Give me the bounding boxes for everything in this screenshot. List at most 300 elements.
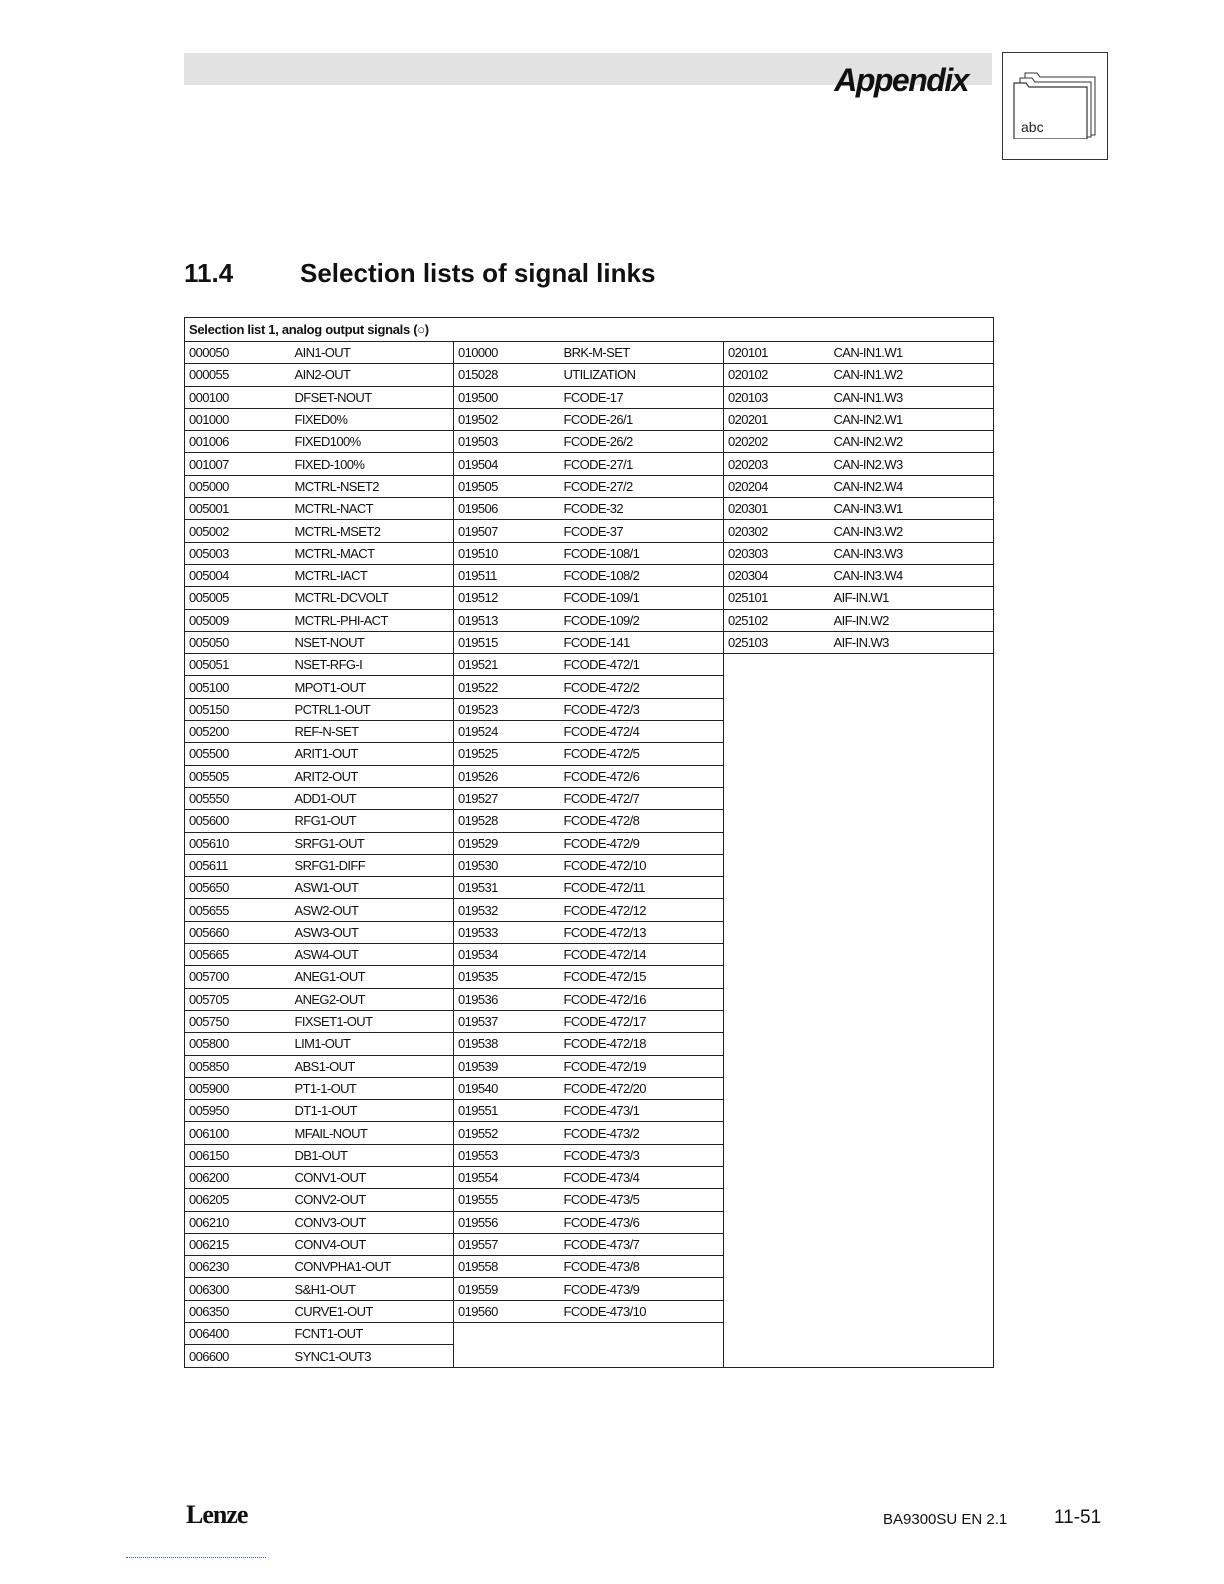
signal-name: FCODE-141 bbox=[560, 631, 724, 653]
signal-name: FIXED100% bbox=[291, 431, 454, 453]
selection-list-table bbox=[184, 317, 994, 1368]
signal-name: PT1-1-OUT bbox=[291, 1077, 454, 1099]
table-row bbox=[185, 1278, 994, 1300]
signal-name: LIM1-OUT bbox=[291, 1033, 454, 1055]
signal-code: 005600 bbox=[185, 810, 291, 832]
table-row bbox=[185, 1323, 994, 1345]
signal-code: 019521 bbox=[454, 654, 560, 676]
empty-cell bbox=[724, 988, 994, 1010]
signal-code: 005660 bbox=[185, 921, 291, 943]
empty-cell bbox=[724, 1345, 994, 1367]
signal-name: SRFG1-OUT bbox=[291, 832, 454, 854]
signal-code: 020302 bbox=[724, 520, 830, 542]
signal-code: 005700 bbox=[185, 966, 291, 988]
signal-code: 005800 bbox=[185, 1033, 291, 1055]
signal-name: FIXED0% bbox=[291, 408, 454, 430]
signal-name: AIF-IN.W3 bbox=[830, 631, 994, 653]
signal-code: 019513 bbox=[454, 609, 560, 631]
empty-cell bbox=[724, 1122, 994, 1144]
signal-name: ANEG2-OUT bbox=[291, 988, 454, 1010]
section-title: Selection lists of signal links bbox=[300, 258, 656, 288]
signal-code: 019553 bbox=[454, 1144, 560, 1166]
table-row bbox=[185, 1144, 994, 1166]
signal-name: NSET-RFG-I bbox=[291, 654, 454, 676]
signal-code: 006600 bbox=[185, 1345, 291, 1367]
signal-code: 019538 bbox=[454, 1033, 560, 1055]
table-row bbox=[185, 498, 994, 520]
table-row bbox=[185, 1256, 994, 1278]
signal-name: ABS1-OUT bbox=[291, 1055, 454, 1077]
signal-code: 019528 bbox=[454, 810, 560, 832]
signal-name: SYNC1-OUT3 bbox=[291, 1345, 454, 1367]
signal-name: FCODE-473/1 bbox=[560, 1100, 724, 1122]
signal-name: FCODE-37 bbox=[560, 520, 724, 542]
signal-name: ARIT1-OUT bbox=[291, 743, 454, 765]
signal-code: 005200 bbox=[185, 721, 291, 743]
empty-cell bbox=[724, 921, 994, 943]
signal-code: 015028 bbox=[454, 364, 560, 386]
signal-name: ARIT2-OUT bbox=[291, 765, 454, 787]
signal-code: 000055 bbox=[185, 364, 291, 386]
signal-name: CONV3-OUT bbox=[291, 1211, 454, 1233]
signal-code: 005610 bbox=[185, 832, 291, 854]
signal-code: 019540 bbox=[454, 1077, 560, 1099]
empty-cell bbox=[724, 1323, 994, 1345]
signal-code: 001007 bbox=[185, 453, 291, 475]
signal-code: 005950 bbox=[185, 1100, 291, 1122]
signal-name: FCODE-17 bbox=[560, 386, 724, 408]
signal-code: 000100 bbox=[185, 386, 291, 408]
table-row bbox=[185, 520, 994, 542]
signal-name: FCODE-26/1 bbox=[560, 408, 724, 430]
signal-name: FCODE-472/18 bbox=[560, 1033, 724, 1055]
signal-code: 006230 bbox=[185, 1256, 291, 1278]
table-row bbox=[185, 609, 994, 631]
signal-code: 020102 bbox=[724, 364, 830, 386]
signal-code: 019515 bbox=[454, 631, 560, 653]
signal-name: FCODE-472/1 bbox=[560, 654, 724, 676]
signal-name: FCODE-472/8 bbox=[560, 810, 724, 832]
table-row bbox=[185, 587, 994, 609]
signal-name: CONV2-OUT bbox=[291, 1189, 454, 1211]
signal-name: FCODE-472/14 bbox=[560, 944, 724, 966]
signal-name: MCTRL-PHI-ACT bbox=[291, 609, 454, 631]
empty-cell bbox=[724, 698, 994, 720]
signal-code: 006215 bbox=[185, 1233, 291, 1255]
signal-name: AIF-IN.W1 bbox=[830, 587, 994, 609]
signal-code: 020203 bbox=[724, 453, 830, 475]
empty-cell bbox=[724, 787, 994, 809]
signal-name: FCODE-27/2 bbox=[560, 475, 724, 497]
signal-name: FCNT1-OUT bbox=[291, 1323, 454, 1345]
empty-cell bbox=[724, 1278, 994, 1300]
document-id: BA9300SU EN 2.1 bbox=[883, 1511, 1008, 1528]
signal-code: 001006 bbox=[185, 431, 291, 453]
table-row bbox=[185, 1300, 994, 1322]
empty-cell bbox=[724, 854, 994, 876]
signal-name: FCODE-27/1 bbox=[560, 453, 724, 475]
signal-name: FCODE-473/3 bbox=[560, 1144, 724, 1166]
signal-name: RFG1-OUT bbox=[291, 810, 454, 832]
signal-name: PCTRL1-OUT bbox=[291, 698, 454, 720]
signal-name: AIN1-OUT bbox=[291, 342, 454, 364]
signal-code: 019504 bbox=[454, 453, 560, 475]
signal-name: AIF-IN.W2 bbox=[830, 609, 994, 631]
table-row bbox=[185, 408, 994, 430]
table-row bbox=[185, 1010, 994, 1032]
caption-end: ) bbox=[424, 322, 429, 337]
table-row bbox=[185, 1189, 994, 1211]
table-row bbox=[185, 1033, 994, 1055]
signal-code: 019537 bbox=[454, 1010, 560, 1032]
empty-cell bbox=[724, 832, 994, 854]
signal-name: FCODE-109/2 bbox=[560, 609, 724, 631]
signal-name: FCODE-472/4 bbox=[560, 721, 724, 743]
signal-code: 019551 bbox=[454, 1100, 560, 1122]
signal-code: 005505 bbox=[185, 765, 291, 787]
signal-name: DB1-OUT bbox=[291, 1144, 454, 1166]
signal-code: 019530 bbox=[454, 854, 560, 876]
signal-code: 005750 bbox=[185, 1010, 291, 1032]
table-row bbox=[185, 698, 994, 720]
signal-code: 006400 bbox=[185, 1323, 291, 1345]
signal-name: MPOT1-OUT bbox=[291, 676, 454, 698]
empty-cell bbox=[724, 1189, 994, 1211]
signal-name: S&H1-OUT bbox=[291, 1278, 454, 1300]
signal-code: 005150 bbox=[185, 698, 291, 720]
signal-code: 005002 bbox=[185, 520, 291, 542]
table-row bbox=[185, 1345, 994, 1367]
signal-name: FCODE-473/9 bbox=[560, 1278, 724, 1300]
signal-code: 019536 bbox=[454, 988, 560, 1010]
table-row bbox=[185, 542, 994, 564]
signal-name: CAN-IN2.W3 bbox=[830, 453, 994, 475]
table-row bbox=[185, 810, 994, 832]
section-number: 11.4 bbox=[184, 258, 234, 288]
table-row bbox=[185, 564, 994, 586]
signal-name: CAN-IN1.W2 bbox=[830, 364, 994, 386]
empty-cell bbox=[724, 1233, 994, 1255]
empty-cell bbox=[724, 1144, 994, 1166]
table-row bbox=[185, 431, 994, 453]
signal-name: ADD1-OUT bbox=[291, 787, 454, 809]
signal-name: MFAIL-NOUT bbox=[291, 1122, 454, 1144]
signal-name: FCODE-32 bbox=[560, 498, 724, 520]
signal-code: 019539 bbox=[454, 1055, 560, 1077]
table-row bbox=[185, 921, 994, 943]
signal-name: FCODE-472/7 bbox=[560, 787, 724, 809]
signal-code: 010000 bbox=[454, 342, 560, 364]
empty-cell bbox=[724, 966, 994, 988]
table-row bbox=[185, 1122, 994, 1144]
signal-code: 006205 bbox=[185, 1189, 291, 1211]
signal-code: 005500 bbox=[185, 743, 291, 765]
empty-cell bbox=[724, 1077, 994, 1099]
signal-code: 019558 bbox=[454, 1256, 560, 1278]
signal-code: 019522 bbox=[454, 676, 560, 698]
signal-code: 019524 bbox=[454, 721, 560, 743]
signal-code: 005050 bbox=[185, 631, 291, 653]
signal-code: 019525 bbox=[454, 743, 560, 765]
caption-text: Selection list 1, analog output signals ( bbox=[189, 322, 418, 337]
empty-cell bbox=[724, 810, 994, 832]
signal-name: FCODE-472/15 bbox=[560, 966, 724, 988]
table-row bbox=[185, 854, 994, 876]
signal-name: DT1-1-OUT bbox=[291, 1100, 454, 1122]
empty-cell bbox=[724, 743, 994, 765]
footer-rule bbox=[126, 1557, 266, 1558]
empty-cell bbox=[724, 899, 994, 921]
signal-name: FCODE-473/10 bbox=[560, 1300, 724, 1322]
signal-name: BRK-M-SET bbox=[560, 342, 724, 364]
signal-name: ASW1-OUT bbox=[291, 877, 454, 899]
table-row bbox=[185, 676, 994, 698]
signal-name: FIXSET1-OUT bbox=[291, 1010, 454, 1032]
signal-code: 019502 bbox=[454, 408, 560, 430]
table-row bbox=[185, 1055, 994, 1077]
signal-code: 019533 bbox=[454, 921, 560, 943]
signal-name: FIXED-100% bbox=[291, 453, 454, 475]
signal-code: 020202 bbox=[724, 431, 830, 453]
signal-code: 005611 bbox=[185, 854, 291, 876]
signal-name: CAN-IN1.W1 bbox=[830, 342, 994, 364]
signal-code: 005665 bbox=[185, 944, 291, 966]
signal-code: 006210 bbox=[185, 1211, 291, 1233]
signal-code: 019507 bbox=[454, 520, 560, 542]
signal-code: 005000 bbox=[185, 475, 291, 497]
table-row bbox=[185, 453, 994, 475]
signal-name: ASW2-OUT bbox=[291, 899, 454, 921]
signal-code: 006200 bbox=[185, 1166, 291, 1188]
empty-cell bbox=[724, 765, 994, 787]
table-row bbox=[185, 765, 994, 787]
table-row bbox=[185, 386, 994, 408]
signal-code: 005005 bbox=[185, 587, 291, 609]
signal-name: MCTRL-MACT bbox=[291, 542, 454, 564]
signal-name: FCODE-472/19 bbox=[560, 1055, 724, 1077]
signal-name: FCODE-472/3 bbox=[560, 698, 724, 720]
empty-cell bbox=[724, 944, 994, 966]
output-signal-symbol: ○ bbox=[417, 322, 425, 337]
page-number: 11-51 bbox=[1054, 1507, 1102, 1528]
signal-name: MCTRL-NACT bbox=[291, 498, 454, 520]
table-row bbox=[185, 899, 994, 921]
empty-cell bbox=[724, 654, 994, 676]
signal-name: FCODE-472/11 bbox=[560, 877, 724, 899]
signal-name: MCTRL-NSET2 bbox=[291, 475, 454, 497]
signal-code: 019510 bbox=[454, 542, 560, 564]
signal-code: 020101 bbox=[724, 342, 830, 364]
signal-code: 019532 bbox=[454, 899, 560, 921]
signal-name: FCODE-472/17 bbox=[560, 1010, 724, 1032]
table-caption-row bbox=[185, 318, 994, 342]
signal-code: 006150 bbox=[185, 1144, 291, 1166]
signal-code: 005051 bbox=[185, 654, 291, 676]
signal-name: CAN-IN2.W4 bbox=[830, 475, 994, 497]
signal-code: 019526 bbox=[454, 765, 560, 787]
empty-cell bbox=[724, 721, 994, 743]
tab-label: abc bbox=[1021, 119, 1044, 135]
signal-name: REF-N-SET bbox=[291, 721, 454, 743]
signal-code: 019534 bbox=[454, 944, 560, 966]
signal-name: FCODE-472/10 bbox=[560, 854, 724, 876]
signal-name: FCODE-473/6 bbox=[560, 1211, 724, 1233]
signal-code: 000050 bbox=[185, 342, 291, 364]
signal-name: FCODE-26/2 bbox=[560, 431, 724, 453]
signal-name: CAN-IN3.W2 bbox=[830, 520, 994, 542]
signal-name: CAN-IN2.W1 bbox=[830, 408, 994, 430]
signal-code: 020201 bbox=[724, 408, 830, 430]
signal-name: CAN-IN1.W3 bbox=[830, 386, 994, 408]
signal-name: FCODE-472/5 bbox=[560, 743, 724, 765]
signal-code: 019560 bbox=[454, 1300, 560, 1322]
signal-code: 019552 bbox=[454, 1122, 560, 1144]
signal-code: 001000 bbox=[185, 408, 291, 430]
signal-code: 005550 bbox=[185, 787, 291, 809]
signal-name: ASW3-OUT bbox=[291, 921, 454, 943]
signal-code: 005900 bbox=[185, 1077, 291, 1099]
signal-name: NSET-NOUT bbox=[291, 631, 454, 653]
lenze-logo: Lenze bbox=[186, 1500, 248, 1529]
signal-code: 025101 bbox=[724, 587, 830, 609]
empty-cell bbox=[724, 1033, 994, 1055]
table-row bbox=[185, 944, 994, 966]
signal-name: FCODE-472/12 bbox=[560, 899, 724, 921]
signal-code: 019500 bbox=[454, 386, 560, 408]
signal-code: 020304 bbox=[724, 564, 830, 586]
signal-name: FCODE-472/20 bbox=[560, 1077, 724, 1099]
signal-name: FCODE-108/2 bbox=[560, 564, 724, 586]
signal-name: FCODE-473/7 bbox=[560, 1233, 724, 1255]
signal-name: CAN-IN3.W3 bbox=[830, 542, 994, 564]
signal-name: ASW4-OUT bbox=[291, 944, 454, 966]
signal-name: FCODE-109/1 bbox=[560, 587, 724, 609]
signal-code: 005003 bbox=[185, 542, 291, 564]
table-row bbox=[185, 1100, 994, 1122]
signal-code: 019559 bbox=[454, 1278, 560, 1300]
signal-code: 019511 bbox=[454, 564, 560, 586]
signal-name: CONVPHA1-OUT bbox=[291, 1256, 454, 1278]
signal-name: CURVE1-OUT bbox=[291, 1300, 454, 1322]
signal-name: CONV4-OUT bbox=[291, 1233, 454, 1255]
signal-name: FCODE-472/16 bbox=[560, 988, 724, 1010]
signal-code: 005655 bbox=[185, 899, 291, 921]
section-heading bbox=[184, 258, 655, 289]
signal-code: 020103 bbox=[724, 386, 830, 408]
signal-code: 019557 bbox=[454, 1233, 560, 1255]
empty-cell bbox=[724, 877, 994, 899]
table-caption bbox=[185, 318, 994, 342]
table-row bbox=[185, 1211, 994, 1233]
table-row bbox=[185, 721, 994, 743]
signal-code: 005100 bbox=[185, 676, 291, 698]
signal-code: 019556 bbox=[454, 1211, 560, 1233]
signal-code: 006100 bbox=[185, 1122, 291, 1144]
signal-code: 005009 bbox=[185, 609, 291, 631]
signal-code: 019555 bbox=[454, 1189, 560, 1211]
table-row bbox=[185, 966, 994, 988]
signal-code: 019531 bbox=[454, 877, 560, 899]
chapter-tab bbox=[1002, 52, 1108, 160]
signal-code: 019527 bbox=[454, 787, 560, 809]
signal-code: 020301 bbox=[724, 498, 830, 520]
signal-name: FCODE-472/6 bbox=[560, 765, 724, 787]
signal-code: 019503 bbox=[454, 431, 560, 453]
signal-name: MCTRL-DCVOLT bbox=[291, 587, 454, 609]
empty-cell bbox=[724, 676, 994, 698]
signal-code: 005650 bbox=[185, 877, 291, 899]
signal-name: CAN-IN2.W2 bbox=[830, 431, 994, 453]
table-row bbox=[185, 654, 994, 676]
signal-code: 020303 bbox=[724, 542, 830, 564]
signal-code: 006300 bbox=[185, 1278, 291, 1300]
empty-cell bbox=[454, 1323, 724, 1345]
signal-code: 025103 bbox=[724, 631, 830, 653]
signal-code: 020204 bbox=[724, 475, 830, 497]
signal-name: FCODE-472/9 bbox=[560, 832, 724, 854]
signal-name: FCODE-473/2 bbox=[560, 1122, 724, 1144]
signal-code: 005705 bbox=[185, 988, 291, 1010]
signal-name: CAN-IN3.W1 bbox=[830, 498, 994, 520]
table-row bbox=[185, 743, 994, 765]
signal-name: AIN2-OUT bbox=[291, 364, 454, 386]
empty-cell bbox=[724, 1211, 994, 1233]
signal-code: 005001 bbox=[185, 498, 291, 520]
table-row bbox=[185, 631, 994, 653]
signal-code: 019535 bbox=[454, 966, 560, 988]
chapter-title: Appendix bbox=[834, 62, 968, 98]
signal-name: SRFG1-DIFF bbox=[291, 854, 454, 876]
signal-name: CONV1-OUT bbox=[291, 1166, 454, 1188]
signal-name: DFSET-NOUT bbox=[291, 386, 454, 408]
empty-cell bbox=[724, 1055, 994, 1077]
empty-cell bbox=[724, 1100, 994, 1122]
signal-code: 025102 bbox=[724, 609, 830, 631]
signal-code: 019512 bbox=[454, 587, 560, 609]
table-row bbox=[185, 832, 994, 854]
signal-code: 019529 bbox=[454, 832, 560, 854]
signal-code: 006350 bbox=[185, 1300, 291, 1322]
table-row bbox=[185, 475, 994, 497]
table-row bbox=[185, 988, 994, 1010]
signal-name: ANEG1-OUT bbox=[291, 966, 454, 988]
table-row bbox=[185, 1077, 994, 1099]
signal-code: 019523 bbox=[454, 698, 560, 720]
empty-cell bbox=[724, 1010, 994, 1032]
signal-name: FCODE-473/8 bbox=[560, 1256, 724, 1278]
signal-name: FCODE-472/2 bbox=[560, 676, 724, 698]
signal-name: FCODE-473/4 bbox=[560, 1166, 724, 1188]
signal-name: MCTRL-IACT bbox=[291, 564, 454, 586]
signal-name: MCTRL-MSET2 bbox=[291, 520, 454, 542]
signal-name: FCODE-472/13 bbox=[560, 921, 724, 943]
signal-name: UTILIZATION bbox=[560, 364, 724, 386]
signal-code: 019505 bbox=[454, 475, 560, 497]
signal-name: CAN-IN3.W4 bbox=[830, 564, 994, 586]
signal-code: 005004 bbox=[185, 564, 291, 586]
signal-code: 019506 bbox=[454, 498, 560, 520]
table-row bbox=[185, 877, 994, 899]
empty-cell bbox=[724, 1300, 994, 1322]
table-row bbox=[185, 1166, 994, 1188]
signal-code: 005850 bbox=[185, 1055, 291, 1077]
table-row bbox=[185, 342, 994, 364]
table-row bbox=[185, 364, 994, 386]
signal-code: 019554 bbox=[454, 1166, 560, 1188]
signal-name: FCODE-108/1 bbox=[560, 542, 724, 564]
empty-cell bbox=[724, 1166, 994, 1188]
table-row bbox=[185, 787, 994, 809]
